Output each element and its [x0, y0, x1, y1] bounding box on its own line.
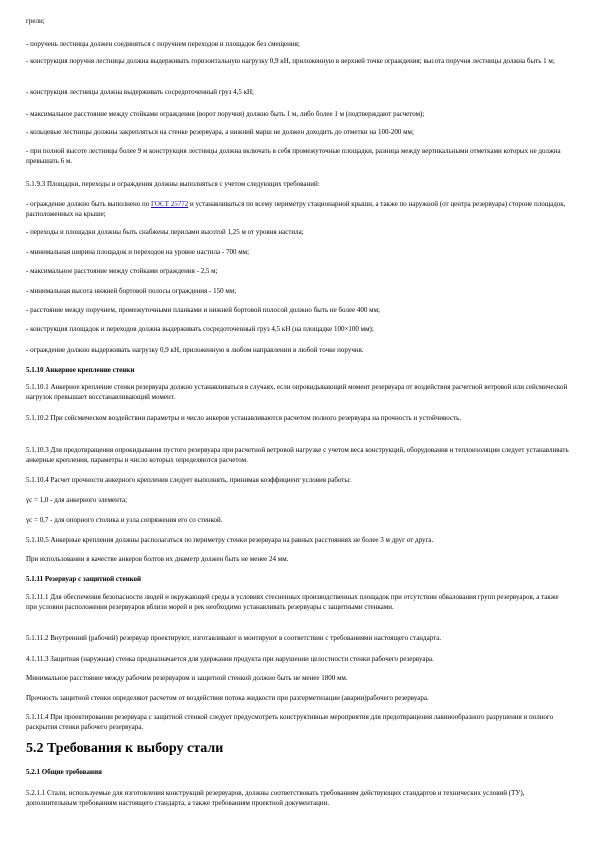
- paragraph: 5.1.11.4 При проектировании резервуара с защитной стенкой следует предусмотреть конструктивные мероприятия для предотвращения лавинообразного разрушения и полного раскрытия стенки рабочего резервуара.: [26, 713, 554, 731]
- paragraph-text: и устанавливаться по всему периметру стационарной крыши, а также по наружной (от центра резервуара) стороне площадок, расположенных на крыше;: [26, 200, 566, 218]
- paragraph: 5.2.1.1 Стали, используемые для изготовления конструкций резервуаров, должны соответствовать требованиям действующих стандартов и технических условий (ТУ), дополнительным требованиям настоящего стандарта, а также требованиям проектной документации.: [26, 789, 525, 807]
- paragraph-text: - ограждение должно быть выполнено по: [26, 200, 151, 208]
- paragraph: 4.1.11.3 Защитная (наружная) стенка предназначается для удержания продукта при нарушении целостности стенки рабочего резервуара.: [26, 655, 434, 663]
- paragraph: 5.1.10.2 При сейсмическом воздействии параметры и число анкеров устанавливаются расчетом полного резервуара на прочность и устойчивость.: [26, 414, 462, 422]
- paragraph: При использовании в качестве анкеров болтов их диаметр должен быть не менее 24 мм.: [26, 555, 289, 563]
- paragraph: - поручень лестницы должен соединяться с поручнем переходов и площадок без смещения;: [26, 40, 300, 48]
- paragraph: - конструкция поручня лестницы должна выдерживать горизонтальную нагрузку 0,9 кН, приложенную в верхней точке ограждения; высота поручня лестницы должна быть 1 м;: [26, 57, 555, 65]
- paragraph: - минимальная высота нижней бортовой полосы ограждения - 150 мм;: [26, 287, 237, 295]
- text-fragment: грели;: [26, 17, 45, 25]
- paragraph: - конструкция лестницы должна выдерживать сосредоточенный груз 4,5 кН;: [26, 88, 254, 96]
- paragraph: - максимальное расстояние между стойками ограждения (ворот поручня) должно быть 1 м, либо более 1 м (подтверждают расчетом);: [26, 110, 425, 118]
- paragraph: γc = 1,0 - для анкерного элемента;: [26, 496, 128, 504]
- paragraph: - ограждение должно выдерживать нагрузку 0,9 кН, приложенную в любом направлении в любой точке поручня.: [26, 346, 364, 354]
- paragraph: - максимальное расстояние между стойками ограждения - 2,5 м;: [26, 267, 218, 275]
- paragraph: Минимальное расстояние между рабочим резервуаром и защитной стенкой должно быть не менее 1800 мм.: [26, 674, 348, 682]
- paragraph: γc = 0,7 - для опорного столика и узла сопряжения его со стенкой.: [26, 516, 223, 524]
- chapter-heading: 5.2 Требования к выбору стали: [26, 741, 224, 756]
- paragraph-with-link: [26, 200, 571, 220]
- section-heading: 5.2.1 Общие требования: [26, 768, 102, 776]
- paragraph: 5.1.11.2 Внутренний (рабочий) резервуар проектируют, изготавливают и монтируют в соответствии с требованиями настоящего стандарта.: [26, 634, 442, 642]
- paragraph: 5.1.9.3 Площадки, переходы и ограждения должны выполняться с учетом следующих требований:: [26, 180, 320, 188]
- section-heading: 5.1.11 Резервуар с защитной стенкой: [26, 575, 142, 583]
- paragraph: - минимальная ширина площадок и переходов на уровне настила - 700 мм;: [26, 248, 250, 256]
- paragraph: - переходы и площадки должны быть снабжены перилами высотой 1,25 м от уровня настила;: [26, 228, 304, 236]
- paragraph: - при полной высоте лестницы более 9 м конструкция лестницы должна включать в себя промежуточные площадки, разница между вертикальными отметками которых не должна превышать 6 м.: [26, 147, 561, 165]
- gost-link[interactable]: ГОСТ 25772: [150, 200, 189, 208]
- paragraph: 5.1.10.1 Анкерное крепление стенки резервуара должно устанавливаться в случаях, если опрокидывающий момент резервуара от воздействия расчетной ветровой или сейсмической нагрузок превышает восстанавливающий момент.: [26, 383, 568, 401]
- paragraph: 5.1.11.1 Для обеспечения безопасности людей и окружающей среды в условиях стесненных производственных площадок при отсутствии обвалования групп резервуаров, а также при условии расположения резервуаров вблизи морей и рек необходимо устанавливать резервуары с защитными стенками.: [26, 593, 559, 611]
- paragraph: 5.1.10.5 Анкерные крепления должны располагаться по периметру стенки резервуара на равных расстояниях не более 3 м друг от друга.: [26, 536, 434, 544]
- paragraph: - расстояние между поручнем, промежуточными планками и нижней бортовой полосой должно быть не более 400 мм;: [26, 306, 380, 314]
- paragraph: - кольцевые лестницы должны закрепляться на стенке резервуара, а нижний марш не должен доходить до отметки на 100-200 мм;: [26, 128, 414, 136]
- paragraph: 5.1.10.4 Расчет прочности анкерного крепления следует выполнять, принимая коэффициент условия работы:: [26, 476, 352, 484]
- paragraph: Прочность защитной стенки определяют расчетом от воздействия потока жидкости при разгерметизации (аварии)рабочего резервуара.: [26, 694, 429, 702]
- section-heading: 5.1.10 Анкерное крепление стенки: [26, 366, 135, 374]
- paragraph: - конструкция площадок и переходов должна выдерживать сосредоточенный груз 4,5 кН (на площадке 100×100 мм);: [26, 325, 374, 333]
- paragraph: 5.1.10.3 Для предотвращения опрокидывания пустого резервуара при расчетной ветровой нагрузке с учетом веса конструкций, оборудования и теплоизоляции следует устанавливать анкерные крепления, параметры и число которых определяются расчетом.: [26, 446, 569, 464]
